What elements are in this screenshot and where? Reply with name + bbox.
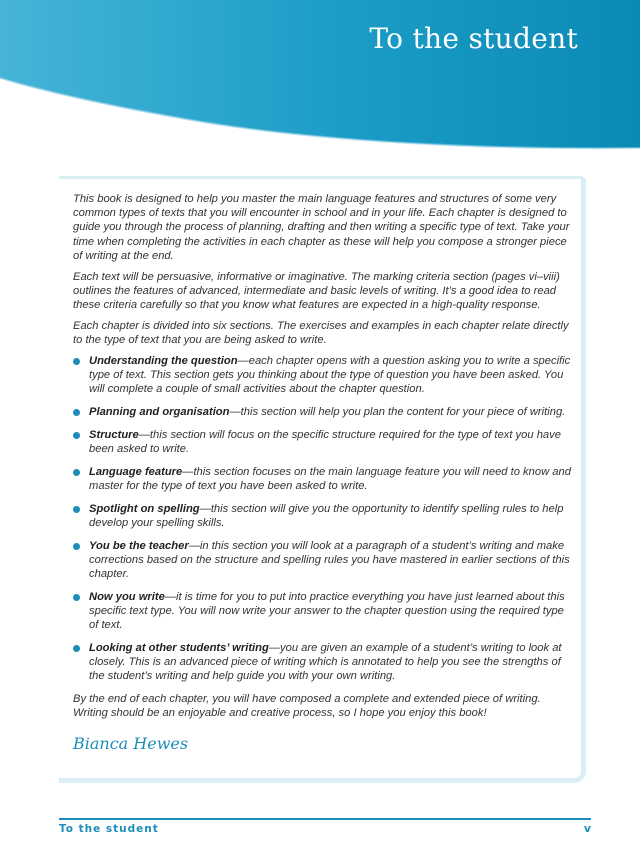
- section-description: —this section will focus on the specific structure required for the type of text you have been asked to write.: [89, 428, 561, 455]
- list-item: [73, 641, 573, 684]
- bullet-icon: [73, 358, 80, 365]
- list-item: [73, 539, 573, 582]
- section-description: —this section will help you plan the content for your piece of writing.: [229, 405, 566, 418]
- bullet-icon: [73, 469, 80, 476]
- section-term: Looking at other students’ writing: [89, 641, 269, 654]
- list-item: [73, 428, 573, 456]
- section-list: [73, 354, 573, 684]
- intro-paragraph-2: Each text will be persuasive, informative or imaginative. The marking criteria section (pages vi–viii) outlines the features of advanced, intermediate and basic levels of writing. It’s a good idea to read these criteria carefully so that you know what features are expected in a high-quality response.: [73, 270, 560, 311]
- section-term: Language feature: [89, 465, 183, 478]
- bullet-icon: [73, 506, 80, 513]
- section-term: You be the teacher: [89, 539, 189, 552]
- section-description: —it is time for you to put into practice everything you have just learned about this specific text type. You will now write your answer to the chapter question using the required type of text.: [89, 590, 565, 632]
- page-title: To the student: [369, 22, 578, 55]
- section-term: Spotlight on spelling: [89, 502, 200, 515]
- section-description: —this section focuses on the main language feature you will need to know and master for the type of text you have been asked to write.: [89, 465, 571, 492]
- intro-paragraph-3: Each chapter is divided into six sections. The exercises and examples in each chapter relate directly to the type of text that you are being asked to write.: [73, 319, 569, 346]
- list-item: [73, 465, 573, 493]
- list-item: [73, 590, 573, 633]
- section-term: Planning and organisation: [89, 405, 230, 418]
- footer-rule: [59, 818, 591, 820]
- section-description: —this section will give you the opportunity to identify spelling rules to help develop your spelling skills.: [89, 502, 564, 529]
- page-number: v: [583, 822, 591, 835]
- section-description: —you are given an example of a student’s writing to look at closely. This is an advanced piece of writing which is annotated to help you see the strengths of the student’s writing and help guide you with your own writing.: [89, 641, 562, 683]
- closing-paragraph: By the end of each chapter, you will have composed a complete and extended piece of writing. Writing should be an enjoyable and creative process, so I hope you enjoy this book!: [73, 693, 541, 720]
- section-term: Structure: [89, 428, 139, 441]
- body-text: [73, 192, 573, 727]
- section-term: Now you write: [89, 590, 165, 603]
- bullet-icon: [73, 594, 80, 601]
- bullet-icon: [73, 645, 80, 652]
- list-item: [73, 502, 573, 530]
- section-description: —each chapter opens with a question asking you to write a specific type of text. This section gets you thinking about the type of question you have been asked. You will complete a couple of small activities about the chapter question.: [89, 354, 571, 395]
- footer-section-title: To the student: [59, 823, 159, 835]
- bullet-icon: [73, 543, 80, 550]
- author-signature: Bianca Hewes: [73, 734, 189, 753]
- bullet-icon: [73, 432, 80, 439]
- section-description: —in this section you will look at a paragraph of a student’s writing and make corrections based on the structure and spelling rules you have mastered in earlier sections of this chapter.: [89, 539, 570, 580]
- list-item: [73, 405, 573, 419]
- bullet-icon: [73, 409, 80, 416]
- intro-paragraph-1: This book is designed to help you master the main language features and structures of some very common types of texts that you will encounter in school and in your life. Each chapter is designed to guide you through the process of planning, drafting and then writing a specific type of text. Take your time when completing the activities in each chapter as these will help you compose a stronger piece of writing at the end.: [73, 193, 570, 262]
- list-item: [73, 354, 573, 397]
- section-term: Understanding the question: [89, 354, 238, 367]
